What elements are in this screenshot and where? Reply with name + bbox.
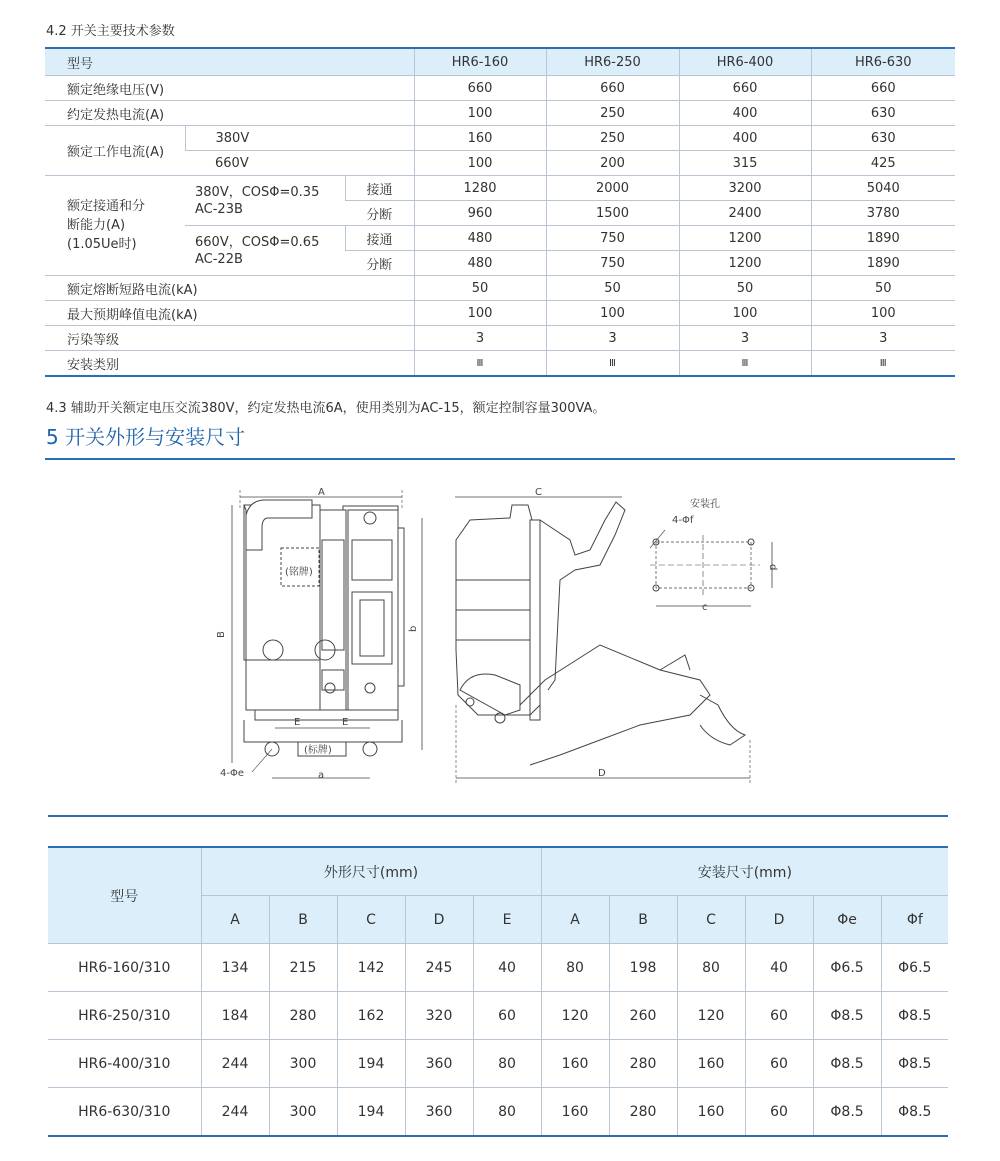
value-cell: 280 bbox=[609, 1088, 677, 1137]
cell: 2000 bbox=[546, 176, 679, 201]
condition-label: 660V，COSΦ=0.65 AC-22B bbox=[185, 226, 345, 276]
row-label: 最大预期峰值电流(kA) bbox=[45, 301, 414, 326]
model-col: HR6-160 bbox=[414, 48, 546, 76]
model-cell: HR6-250/310 bbox=[48, 992, 201, 1040]
cell: 960 bbox=[414, 201, 546, 226]
spec-row bbox=[45, 101, 955, 126]
cell: 50 bbox=[811, 276, 955, 301]
section-divider bbox=[45, 458, 955, 460]
spec-row bbox=[45, 126, 955, 151]
model-col: HR6-630 bbox=[811, 48, 955, 76]
value-cell: 60 bbox=[745, 1040, 813, 1088]
value-cell: 194 bbox=[337, 1040, 405, 1088]
cell: Ⅲ bbox=[546, 351, 679, 377]
cell: Ⅲ bbox=[679, 351, 811, 377]
row-label: 额定熔断短路电流(kA) bbox=[45, 276, 414, 301]
cell: Ⅲ bbox=[414, 351, 546, 377]
table-row bbox=[48, 992, 948, 1040]
col-header: C bbox=[337, 896, 405, 944]
value-cell: 142 bbox=[337, 944, 405, 992]
cell: 100 bbox=[679, 301, 811, 326]
cell: 1890 bbox=[811, 251, 955, 276]
cell: 3 bbox=[811, 326, 955, 351]
cell: 400 bbox=[679, 101, 811, 126]
cell: 1200 bbox=[679, 226, 811, 251]
value-cell: Φ8.5 bbox=[881, 1040, 948, 1088]
value-cell: Φ8.5 bbox=[813, 1040, 881, 1088]
spec-row bbox=[45, 176, 955, 201]
mount-header: 安装尺寸(mm) bbox=[541, 847, 948, 896]
cell: 480 bbox=[414, 251, 546, 276]
cell: 3780 bbox=[811, 201, 955, 226]
section-5-title: 5 开关外形与安装尺寸 bbox=[46, 425, 246, 449]
value-cell: 80 bbox=[677, 944, 745, 992]
cell: 2400 bbox=[679, 201, 811, 226]
value-cell: 162 bbox=[337, 992, 405, 1040]
dim-A-label: A bbox=[318, 487, 325, 498]
cell: 50 bbox=[414, 276, 546, 301]
cell: 630 bbox=[811, 126, 955, 151]
cell: 100 bbox=[546, 301, 679, 326]
nameplate-label: (铭牌) bbox=[285, 567, 313, 578]
voltage-label: 380V bbox=[185, 126, 414, 151]
cell: 100 bbox=[414, 301, 546, 326]
value-cell: 120 bbox=[541, 992, 609, 1040]
value-cell: 160 bbox=[677, 1088, 745, 1137]
value-cell: 360 bbox=[405, 1040, 473, 1088]
spec-row bbox=[45, 326, 955, 351]
model-cell: HR6-630/310 bbox=[48, 1088, 201, 1137]
value-cell: 320 bbox=[405, 992, 473, 1040]
cell: 1890 bbox=[811, 226, 955, 251]
cell: 1280 bbox=[414, 176, 546, 201]
model-cell: HR6-400/310 bbox=[48, 1040, 201, 1088]
value-cell: Φ8.5 bbox=[813, 1088, 881, 1137]
model-header: 型号 bbox=[48, 847, 201, 944]
spec-row bbox=[45, 301, 955, 326]
model-col: HR6-250 bbox=[546, 48, 679, 76]
value-cell: 280 bbox=[269, 992, 337, 1040]
cell: 630 bbox=[811, 101, 955, 126]
value-cell: 120 bbox=[677, 992, 745, 1040]
value-cell: 60 bbox=[745, 1088, 813, 1137]
value-cell: 300 bbox=[269, 1040, 337, 1088]
table-row bbox=[48, 1088, 948, 1137]
value-cell: 194 bbox=[337, 1088, 405, 1137]
dim-B-label: B bbox=[216, 631, 227, 638]
hole-e-label: 4-Φe bbox=[220, 768, 244, 779]
cell: Ⅲ bbox=[811, 351, 955, 377]
cell: 250 bbox=[546, 126, 679, 151]
col-header: E bbox=[473, 896, 541, 944]
model-header: 型号 bbox=[45, 48, 414, 76]
col-header: D bbox=[745, 896, 813, 944]
value-cell: Φ8.5 bbox=[881, 992, 948, 1040]
cell: 5040 bbox=[811, 176, 955, 201]
hole-f-label: 4-Φf bbox=[672, 515, 694, 526]
dim-E-label: E bbox=[342, 717, 349, 728]
cell: 660 bbox=[811, 76, 955, 101]
dim-D-label: D bbox=[598, 768, 606, 779]
dim-c-label: c bbox=[702, 602, 708, 613]
value-cell: 60 bbox=[473, 992, 541, 1040]
col-header: C bbox=[677, 896, 745, 944]
table-top-rule bbox=[48, 815, 948, 817]
model-col: HR6-400 bbox=[679, 48, 811, 76]
cell: 3 bbox=[679, 326, 811, 351]
label-plate: (标牌) bbox=[304, 745, 332, 756]
row-label: 约定发热电流(A) bbox=[45, 101, 414, 126]
voltage-label: 660V bbox=[185, 151, 414, 176]
spec-row bbox=[45, 76, 955, 101]
row-label: 安装类别 bbox=[45, 351, 414, 377]
value-cell: 300 bbox=[269, 1088, 337, 1137]
cell: 660 bbox=[546, 76, 679, 101]
cell: 100 bbox=[414, 151, 546, 176]
spec-section-title: 4.2 开关主要技术参数 bbox=[46, 24, 175, 39]
value-cell: 60 bbox=[745, 992, 813, 1040]
cell: 660 bbox=[414, 76, 546, 101]
dim-a-label: a bbox=[318, 770, 325, 781]
spec-table bbox=[45, 47, 955, 377]
value-cell: Φ8.5 bbox=[813, 992, 881, 1040]
value-cell: 40 bbox=[473, 944, 541, 992]
value-cell: 280 bbox=[609, 1040, 677, 1088]
value-cell: 244 bbox=[201, 1040, 269, 1088]
value-cell: 198 bbox=[609, 944, 677, 992]
value-cell: 260 bbox=[609, 992, 677, 1040]
row-label: 额定工作电流(A) bbox=[45, 126, 185, 176]
mount-hole-label: 安装孔 bbox=[690, 499, 720, 510]
value-cell: 184 bbox=[201, 992, 269, 1040]
value-cell: 40 bbox=[745, 944, 813, 992]
table-row bbox=[48, 1040, 948, 1088]
cell: 315 bbox=[679, 151, 811, 176]
outline-drawing bbox=[0, 480, 1000, 800]
cell: 480 bbox=[414, 226, 546, 251]
col-header: B bbox=[609, 896, 677, 944]
value-cell: 244 bbox=[201, 1088, 269, 1137]
cell: 750 bbox=[546, 226, 679, 251]
value-cell: 80 bbox=[473, 1088, 541, 1137]
cell: 3 bbox=[414, 326, 546, 351]
dim-C-label: C bbox=[535, 487, 542, 498]
value-cell: Φ8.5 bbox=[881, 1088, 948, 1137]
cell: 200 bbox=[546, 151, 679, 176]
make-label: 接通 bbox=[345, 226, 414, 251]
cell: 400 bbox=[679, 126, 811, 151]
break-label: 分断 bbox=[345, 251, 414, 276]
value-cell: 134 bbox=[201, 944, 269, 992]
value-cell: 160 bbox=[541, 1040, 609, 1088]
value-cell: Φ6.5 bbox=[881, 944, 948, 992]
col-header: A bbox=[201, 896, 269, 944]
cell: 50 bbox=[546, 276, 679, 301]
table-row bbox=[48, 944, 948, 992]
value-cell: 245 bbox=[405, 944, 473, 992]
make-label: 接通 bbox=[345, 176, 414, 201]
row-label: 额定接通和分断能力(A)(1.05Ue时) bbox=[45, 176, 185, 276]
mount-hole-view bbox=[650, 497, 778, 613]
cell: 425 bbox=[811, 151, 955, 176]
auxiliary-switch-note: 4.3 辅助开关额定电压交流380V，约定发热电流6A，使用类别为AC-15，额定控制容量300VA。 bbox=[46, 401, 606, 416]
value-cell: 80 bbox=[473, 1040, 541, 1088]
cell: 1200 bbox=[679, 251, 811, 276]
cell: 100 bbox=[414, 101, 546, 126]
col-header: D bbox=[405, 896, 473, 944]
model-cell: HR6-160/310 bbox=[48, 944, 201, 992]
value-cell: 160 bbox=[541, 1088, 609, 1137]
value-cell: Φ6.5 bbox=[813, 944, 881, 992]
condition-label: 380V，COSΦ=0.35 AC-23B bbox=[185, 176, 345, 226]
value-cell: 160 bbox=[677, 1040, 745, 1088]
cell: 3 bbox=[546, 326, 679, 351]
spec-header-row bbox=[45, 48, 955, 76]
col-header: A bbox=[541, 896, 609, 944]
cell: 50 bbox=[679, 276, 811, 301]
front-view bbox=[216, 487, 422, 781]
outline-header: 外形尺寸(mm) bbox=[201, 847, 541, 896]
cell: 100 bbox=[811, 301, 955, 326]
cell: 1500 bbox=[546, 201, 679, 226]
value-cell: 80 bbox=[541, 944, 609, 992]
cell: 3200 bbox=[679, 176, 811, 201]
row-label: 额定绝缘电压(V) bbox=[45, 76, 414, 101]
col-header: B bbox=[269, 896, 337, 944]
cell: 750 bbox=[546, 251, 679, 276]
value-cell: 360 bbox=[405, 1088, 473, 1137]
cell: 160 bbox=[414, 126, 546, 151]
dim-b-label: b bbox=[408, 625, 419, 632]
dim-d-label: d bbox=[767, 564, 778, 571]
cell: 660 bbox=[679, 76, 811, 101]
col-header: Φe bbox=[813, 896, 881, 944]
spec-row bbox=[45, 351, 955, 377]
dim-E-label: E bbox=[294, 717, 301, 728]
dimensions-table bbox=[48, 846, 948, 1137]
cell: 250 bbox=[546, 101, 679, 126]
col-header: Φf bbox=[881, 896, 948, 944]
value-cell: 215 bbox=[269, 944, 337, 992]
spec-row bbox=[45, 276, 955, 301]
row-label: 污染等级 bbox=[45, 326, 414, 351]
break-label: 分断 bbox=[345, 201, 414, 226]
side-view bbox=[455, 487, 750, 785]
